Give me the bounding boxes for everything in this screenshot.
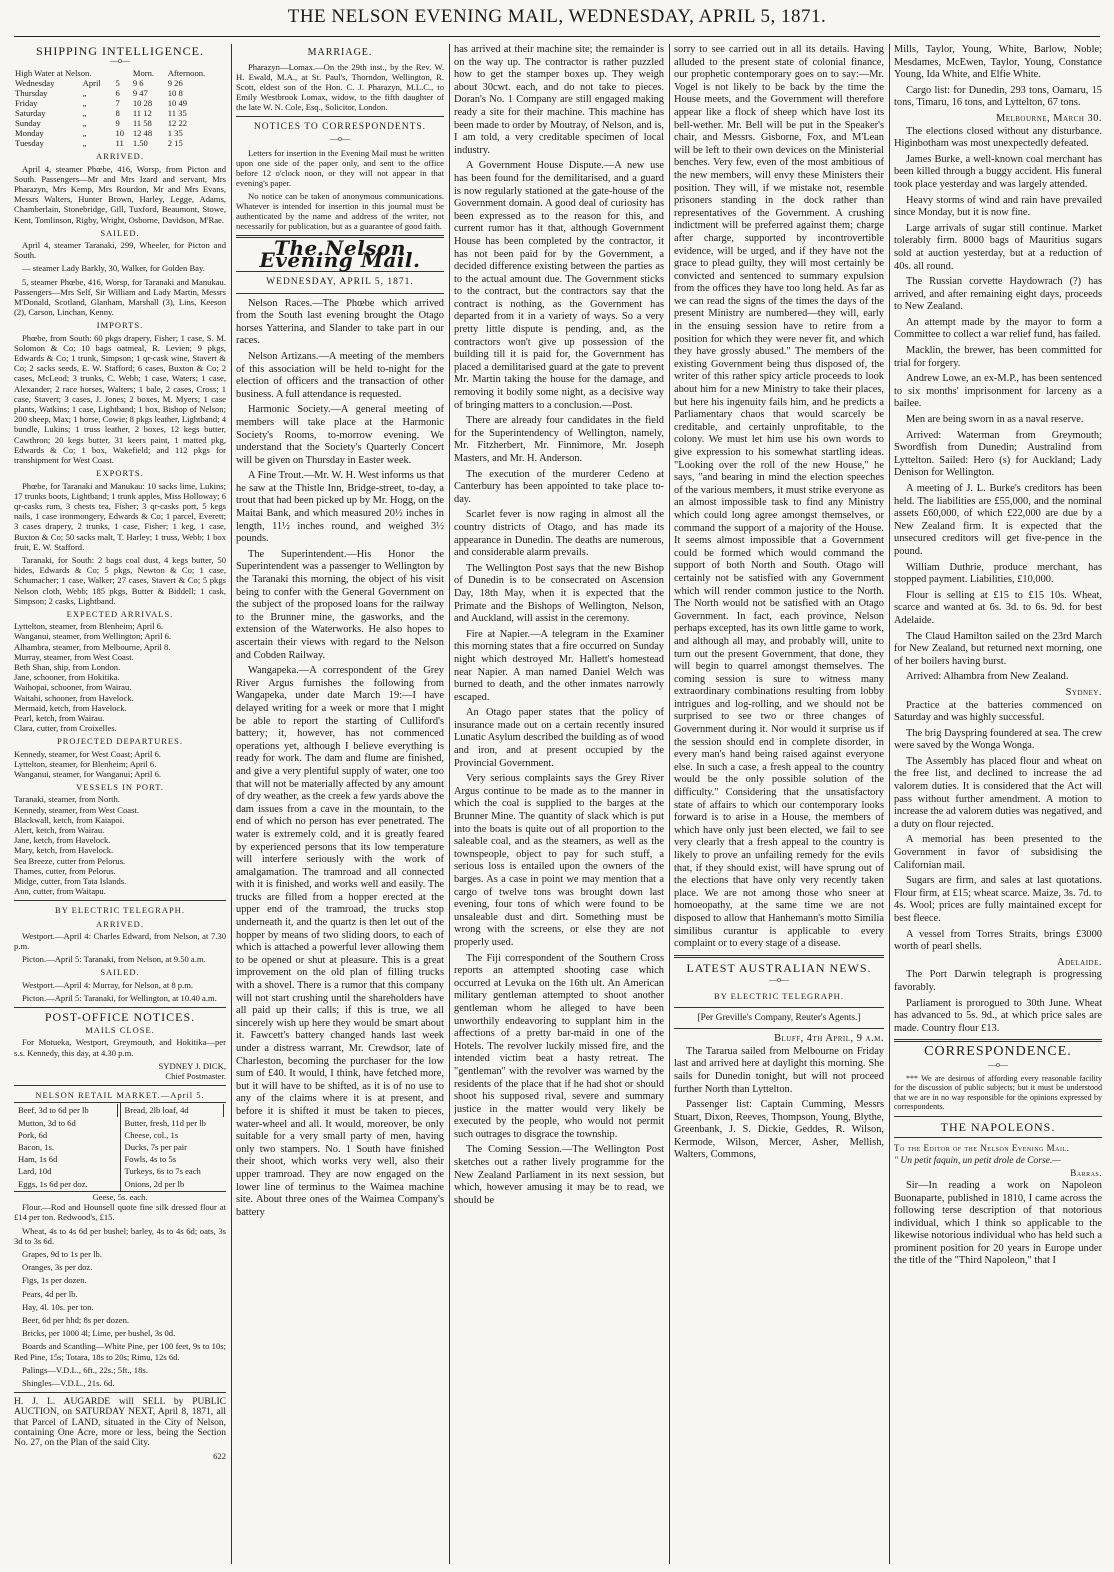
market-line: Grapes, 9d to 1s per lb.	[22, 1248, 102, 1259]
market-heading: NELSON RETAIL MARKET.—April 5.	[35, 1090, 205, 1101]
market-line: Oranges, 3s per doz.	[22, 1262, 93, 1273]
section-rule	[674, 1028, 884, 1029]
market-item: Butter, fresh, 11d per lb	[124, 1117, 206, 1128]
section-rule	[14, 1085, 226, 1086]
market-right	[121, 1103, 227, 1190]
notice-item: No notice can be taken of anonymous communications. Whatever is intended for insertion in this journal must be authenticated by the name and address of the writer, not necessarily for publication, but as a guarantee of good faith.	[236, 190, 444, 231]
article-paragraph: Harmonic Society.—A general meeting of members will take place at the Harmonic Society's Rooms, to-morrow evening. We understand that the Society's Quarterly Concert will be given on Thursday in Easter week.	[236, 404, 444, 466]
market-line: Hay, 4l. 10s. per ton.	[22, 1301, 94, 1312]
expected-item: Lyttelton, steamer, from Blenheim; April 6.	[14, 621, 164, 632]
article-paragraph: Heavy storms of wind and rain have prevailed since Monday, but it is now fine.	[894, 194, 1102, 219]
market-item: Mutton, 3d to 6d	[18, 1117, 76, 1128]
sydney-dateline: Sydney.	[1065, 686, 1102, 698]
market-item: Bread, 2lb loaf, 4d	[123, 1104, 225, 1116]
imports-text: Phœbe, from South: 60 pkgs drapery, Fisher; 1 case, S. M. Solomon & Co; 10 bags oatmeal, R. Levien; 9 pkgs, Edwards & Co; 1 trunk, Simpson; 1 qr-cask wine, Stavert & Co; 2 sacks seeds, E. W. Stafford; 6 cases, Buxton & Co; 2 cases, McLeod; 3 trunks, C. Webb; 1 case, Waters; 1 case, Alexander; 2 race horses, Walters; 1 bale, 2 cases, Cross; 1 case, Stavert; 3 cases, J. Jones; 2 boxes, M. Myers; 1 case plants, Watkins; 1 case, Lightband; 1 box, Bishop of Nelson; 200 sheep, Max; 1 horse, Cowie; 8 pkgs leather, Lightband; 4 bundle, Lukins; 1 truss leather, 2 boxes, 12 kegs butter, Cawthron; 20 kegs butter, 31 keers paint, 1 matted pkg, Edwards & Co; 1 box, Wakefield; and 112 pkgs for transhipment for West Coast.	[14, 332, 226, 466]
tide-month: „	[82, 98, 87, 109]
bluff-dateline: Bluff, 4th April, 9 a.m.	[774, 1033, 884, 1045]
notice-item: Letters for insertion in the Evening Mail must be written upon one side of the paper only, and sent to the office before 12 o'clock noon, or they will not appear in that evening's paper.	[236, 147, 444, 188]
market-geese: Geese, 5s. each.	[92, 1191, 148, 1202]
column-news	[454, 44, 664, 1564]
article-paragraph: has arrived at their machine site; the remainder is on the way up. The contractor is rather puzzled how to get the stamper boxes up. They weigh about 30cwt. each, and do not take to pieces. Doran's No. 1 Company are still engaged making ready a site for their machine. This machine has been made to order by Moutray, of Nelson, and is, I am told, a very creditable specimen of local industry.	[454, 44, 664, 156]
tide-row	[14, 108, 226, 118]
projected-heading: PROJECTED DEPARTURES.	[57, 736, 183, 747]
expected-heading: EXPECTED ARRIVALS.	[66, 608, 174, 619]
port-item: Blackwall, ketch, from Kaiapoi.	[14, 814, 125, 825]
tide-month: „	[82, 108, 87, 119]
market-item: Turkeys, 6s to 7s each	[124, 1166, 201, 1177]
article-paragraph: The Fiji correspondent of the Southern Cross reports an attempted shooting case which occurred at Levuka on the 16th ult. An American military gentleman attempted to shoot another gentleman whom he alleged to have been unworthily endeavoring to supplant him in the affections of a pretty bar-maid in one of the Hotels. The revolver luckily missed fire, and the intended victim beat a hasty retreat. The "gentleman" with the revolver was warned by the residents of the place that if he had shot or should shoot his supposed rival, severe and summary justice in the matter would very likely be executed by the people, who would not permit such outrages to disgrace the township.	[454, 952, 664, 1140]
article-paragraph: The Wellington Post says that the new Bishop of Dunedin is to be consecrated on Ascension Day, 18th May, when it is expected that the Primate and the Bishops of Wellington, Nelson, and Auckland, will assist in the ceremony.	[454, 562, 664, 625]
tide-aft: 10 49	[167, 98, 188, 109]
adelaide-dateline: Adelaide.	[1057, 956, 1102, 968]
port-item: Thames, cutter, from Pelorus.	[14, 865, 116, 876]
marriage-heading: MARRIAGE.	[307, 47, 373, 58]
column-shipping	[14, 44, 226, 1564]
section-rule	[674, 955, 884, 958]
article-paragraph: Arrived: Waterman from Greymouth; Swordfish from Dunedin; Australind from Lyttelton. Sailed: Hero (s) for Auckland; Lady Denison for Wellington.	[894, 429, 1102, 479]
tide-aft: 12 22	[167, 118, 188, 129]
tide-date: 8	[115, 108, 120, 119]
column-editorial	[236, 44, 444, 1564]
section-rule	[236, 293, 444, 294]
masthead-rule	[14, 36, 1100, 37]
sailed-item: — steamer Lady Barkly, 30, Walker, for Golden Bay.	[22, 263, 205, 274]
market-line: Flour.—Rod and Hounsell quote fine silk dressed flour at £14 per ton. Redwood's, £15.	[14, 1202, 226, 1223]
exports-item: Taranaki, for South: 2 bags coal dust, 4 kegs butter, 50 hides, Edwards & Co; 5 pkgs, Newton & Co; 1 case, Schumacher; 1 case, Walker; 27 cases, Stavert & Co; 5 pkgs Nelson cloth, Webb; 185 pkgs, Butter & Biddell; 1 cask, Simpson; 2 casks, Lightband.	[14, 554, 226, 606]
tide-day: Sunday	[15, 118, 41, 129]
section-rule	[14, 900, 226, 901]
expected-item: Jane, schooner, from Hokitika.	[14, 672, 120, 683]
market-item: Ham, 1s 6d	[18, 1154, 58, 1165]
expected-item: Alhambra, steamer, from Melbourne, April 8.	[14, 641, 171, 652]
tide-day: Friday	[15, 98, 38, 109]
article-paragraph: There are already four candidates in the field for the Superintendency of Wellington, namely, Mr. Fitzherbert, Mr. Finnimore, Mr. Joseph Masters, and Mr. H. Anderson.	[454, 415, 664, 464]
expected-item: Waihopai, schooner, from Wairau.	[14, 682, 132, 693]
correspondence-heading: CORRESPONDENCE.	[924, 1044, 1072, 1060]
shipping-heading: SHIPPING INTELLIGENCE.	[36, 44, 204, 58]
tide-aft: 11 35	[167, 108, 187, 119]
exports-heading: EXPORTS.	[96, 468, 144, 479]
tide-header-row	[14, 68, 226, 78]
tide-aft: 2 15	[167, 138, 183, 149]
tide-row	[14, 88, 226, 98]
column-divider	[889, 44, 890, 1564]
article-paragraph: Nelson Races.—The Phœbe which arrived from the South last evening brought the Otago horses Yatterina, and Slander to take part in our races.	[236, 297, 444, 347]
market-line: Palings—V.D.L., 6ft., 22s.; 5ft., 18s.	[22, 1364, 148, 1375]
article-paragraph: An attempt made by the mayor to form a Committee to collect a war relief fund, has failed.	[894, 316, 1102, 341]
tel-sailed-heading: SAILED.	[100, 967, 140, 978]
tide-month: April	[82, 78, 101, 89]
tide-day: Tuesday	[15, 138, 44, 149]
correspondence-note: *** We are desirous of affording every reasonable facility for the discussion of public subjects; but it must be understood that we are in no way responsible for the opinions expressed by correspondents.	[894, 1073, 1102, 1112]
article-paragraph: James Burke, a well-known coal merchant has been killed through a buggy accident. His funeral took place yesterday and was largely attended.	[894, 153, 1102, 190]
section-rule	[674, 1007, 884, 1008]
port-item: Taranaki, steamer, from North.	[14, 794, 120, 805]
market-item: Eggs, 1s 6d per doz.	[18, 1178, 88, 1189]
market-line: Beer, 6d per hhd; 8s per dozen.	[22, 1314, 130, 1325]
tide-month: „	[82, 128, 87, 139]
article-paragraph: Parliament is prorogued to 30th June. Wheat has advanced to 5s. 9d., at which price sales are made. Country flour £13.	[894, 997, 1102, 1034]
tide-morn: 11 58	[132, 118, 152, 129]
marriage-notice: Pharazyn—Lomax.—On the 29th inst., by the Rev. W. H. Ewald, M.A., at St. Paul's, Thorndon, Wellington, R. Scott, eldest son of the Hon. C. J. Pharazyn, M.L.C., to Emily Westbrook Lomax, widow, to the fifth daughter of the late W. N. Cole, Esq., Solicitor, London.	[236, 61, 444, 112]
tel-arrived-item: Westport.—April 4: Charles Edward, from Nelson, at 7.30 p.m.	[14, 930, 226, 952]
expected-item: Beth Shan, ship, from London.	[14, 661, 121, 672]
letter-body: Sir—In reading a work on Napoleon Buonaparte, published in 1810, I came across the following terse description of that notorious individual, which I think so applicable to the likewise notorious individual who has held such a prominent position for 20 years in Europe under the title of the "Third Napoleon," that I	[894, 1179, 1102, 1267]
section-rule	[14, 1007, 226, 1008]
tide-date: 5	[115, 78, 120, 89]
dateline: WEDNESDAY, APRIL 5, 1871.	[266, 276, 414, 287]
tide-month: „	[82, 88, 87, 99]
article-paragraph: The Russian corvette Haydowrach (?) has arrived, and after remaining eight days, proceeds to New Zealand.	[894, 276, 1102, 313]
tide-day: Thursday	[15, 88, 48, 99]
tide-header-place: High Water at Nelson.	[15, 68, 92, 79]
market-line: Bricks, per 1000 4l; Lime, per bushel, 3s 0d.	[22, 1328, 176, 1339]
letter-quote-source: Barras.	[1070, 1168, 1102, 1179]
market-item: Pork, 6d	[18, 1129, 48, 1140]
article-paragraph: The Claud Hamilton sailed on the 23rd March for New Zealand, but returned next morning, one of her boilers having burst.	[894, 630, 1102, 667]
article-paragraph: Large arrivals of sugar still continue. Market tolerably firm. 8000 bags of Mauritius sugars sold at auction yesterday, but at a reduction of 40s. all round.	[894, 222, 1102, 272]
section-rule	[236, 116, 444, 117]
arrived-text: April 4, steamer Phœbe, 416, Worsp, from Picton and South. Passengers—Mr and Mrs Izard and servant, Mrs Pharazyn, Mrs Kemp, Mrs Rourdon, Mr and Mrs Evans, Messrs Walters, Hunter Brown, Harley, Legge, Adams, Chamberlain, Stonebridge, Gill, Tuxford, Beaumont, Stowe, Kent, Tomlinson, Rigby, Wright, Osborne, Davidson, M'Rae.	[14, 163, 226, 225]
article-paragraph: A Fine Trout.—Mr. W. H. West informs us that he saw at the Thistle Inn, Bridge-street, to-day, a trout that had been picked up by Mr. Hogg, on the Maitai Bank, and which measured 20½ inches in length, 11½ inches round, and weighed 3½ pounds.	[236, 470, 444, 545]
tel-arrived-heading: ARRIVED.	[96, 918, 144, 929]
market-item: Onions, 2d per lb	[124, 1178, 185, 1189]
article-paragraph: Passenger list: Captain Cumming, Messrs Stuart, Dixon, Reeves, Thompson, Young, Blythe, Greenbank, J. S. Dickie, Geddes, R. Wilson, Kermode, Wilson, Mercer, Asher, Mellish, Walters, Commons,	[674, 1099, 884, 1161]
article-paragraph: A Government House Dispute.—A new use has been found for the demilitarised, and a guard is now regularly stationed at the gate-house of the Government domain. A good deal of curiosity has been expressed as to the reason for this, and current rumor has it that, although Government House has been completed by the contractor, it has not been paid for by the Government, a decided difference existing between the parties as to the actual amount due. The Government sticks to the contract, but the contractors say that the contract is nothing, as the Government has departed from it in a variety of ways. So a very pretty little dispute is pending, and, as the contractors won't give up possession of the building till it is paid for, the Government has placed a demilitarised guard at the gate to prevent Mr. Martin taking the house for the damage, and removing it bodily some night, as a decisive way of bringing matters to a conclusion.—Post.	[454, 160, 664, 411]
tide-date: 6	[115, 88, 120, 99]
article-paragraph: The Assembly has placed flour and wheat on the free list, and declined to increase the ad valorem duties. It is considered that the Act will pass without further amendment. A motion to increase the ad valorem duties was negatived, and a duty on flour rejected.	[894, 755, 1102, 830]
sailed-item: April 4, steamer Taranaki, 299, Wheeler, for Picton and South.	[14, 240, 226, 261]
article-paragraph: Macklin, the brewer, has been committed for trial for forgery.	[894, 345, 1102, 369]
sailed-item: 5, steamer Phœbe, 416, Worsp, for Taranaki and Manukau. Passengers—Mrs Self, Sir William and Lady Martin, Messrs M'Donald, Scotland, Glanham, Marshall (3), Lins, Keeson (2), Carson, Linchan, Kenny.	[14, 276, 226, 318]
market-item: Cheese, col., 1s	[124, 1129, 179, 1140]
tide-date: 10	[115, 128, 125, 139]
market-line: Pears, 4d per lb.	[22, 1288, 78, 1299]
latest-agents: [Per Greville's Company, Reuter's Agents.]	[697, 1012, 861, 1023]
article-paragraph: sorry to see carried out in all its details. Having alluded to the present state of colonial finance, our prophetic contemporary goes on to say:—Mr. Vogel is not likely to be back by the time the House meets, and the Government will therefore appear like a flock of sheep which have lost its bell-wether. Mr. Bell will be put in the Speaker's chair, and Messrs. Gisborne, Fox, and M'Lean will be left to their own devices on the Ministerial benches. Very few, even of the most ambitious of the new members, will envy these Ministers their position. They will, if we mistake not, resemble prisoners standing in the dock rather than representatives of the Government. A crushing indictment will be preferred against them; charge after charge, supported by incontrovertible evidence, will be urged, and if they have not the grace to plead guilty, they will most certainly be convicted and sentenced to summary expulsion from the offices they have too long held. As far as we can read the signs of the times the days of the present Ministry are numbered—they will, early in the ensuing session have to retire from a position for which they were never fit, and which they have grossly abused." The members of the existing Government being thus disposed of, the writer of this rather spicy article proceeds to look about him for a new Ministry to take their places, but here his ingenuity fails him, and he predicts a Parliamentary chaos that would scarcely be creditable, and certainly unprofitable, to the colony. We must let him use his own words to give expression to his somewhat startling ideas. "Looking over the roll of the new House," he says, "and bearing in mind the election speeches of the various members, it must strike everyone as an almost impossible task to find any Ministry which could long agree amongst themselves, or command the support of a majority of the House. It seems almost impossible that a Government could be formed which would command the support of both North and South. Otago will certainly not be satisfied with any Government which will render common justice to the North. The North would not be satisfied with an Otago Government. In fact, each province, Nelson perhaps excepted, has its own little game to work, and although all may, and probably will, unite to turn out the present Government, that done, they will begin to quarrel amongst themselves. The coming session is sure to witness many extraordinary combinations resulting from lobby intrigues and log-rolling, and we should not be surprised to see two or three changes of Government during it. Nor would it surprise us if the session should end in complete disorder, in every man's hand being raised against everyone else. In such a case, a fresh appeal to the country would be the only possible solution of the difficulty." Considering that the unsatisfactory state of affairs to which our contemporary looks forward is to arise in a House, the members of which have only just been elected, we fail to see very clearly that a fresh appeal to the country is likely to prove an unfailing remedy for the evils that, if they should exist, will have sprung out of the elections that have only very recently taken place. We are not among those who sneer at homoeopathy, at the same time we are not disposed to allow that Hanhemann's motto Similia similibus curantur is applicable to every complaint or to every stage of a disease.	[674, 44, 884, 950]
tide-date: 11	[115, 138, 124, 149]
tide-morn: 11 12	[132, 108, 152, 119]
article-paragraph: Men are being sworn in as a naval reserve.	[906, 414, 1084, 426]
tide-day: Monday	[15, 128, 44, 139]
market-line: Boards and Scantling—White Pine, per 100 feet, 9s to 10s; Red Pine, 15s; Totara, 18s to 20s; Rimu, 12s 6d.	[14, 1341, 226, 1362]
article-paragraph: The Tararua sailed from Melbourne on Friday last and arrived here at daylight this morning. She sails for Dunedin tonight, but will not proceed further North than Lyttelton.	[674, 1045, 884, 1095]
projected-item: Kennedy, steamer, for West Coast; April 6.	[14, 748, 161, 759]
tide-aft: 1 35	[167, 128, 183, 139]
article-paragraph: The Port Darwin telegraph is progressing favorably.	[894, 969, 1102, 993]
market-item: Bacon, 1s.	[18, 1142, 55, 1153]
market-line: Figs, 1s per dozen.	[22, 1275, 87, 1286]
article-paragraph: Practice at the batteries commenced on Saturday and was highly successful.	[894, 699, 1102, 724]
port-item: Sea Breeze, cutter from Pelorus.	[14, 855, 126, 866]
napoleons-heading: THE NAPOLEONS.	[940, 1119, 1056, 1134]
tide-header-morn: Morn.	[132, 68, 155, 79]
tide-row	[14, 118, 226, 128]
article-paragraph: Scarlet fever is now raging in almost all the country districts of Otago, and has made its appearance in Dunedin. The deaths are numerous, and considerable alarm prevails.	[454, 509, 664, 559]
latest-news-heading: LATEST AUSTRALIAN NEWS.	[686, 960, 872, 975]
letter-address: To the Editor of the Nelson Evening Mail.	[894, 1143, 1070, 1154]
tide-row	[14, 98, 226, 108]
article-paragraph: Wangapeka.—A correspondent of the Grey River Argus furnishes the following from Wangapeka, under date March 19:—I have delayed writing for a week or more that I might be able to report the starting of Culliford's battery; it, however, has not commenced operations yet, although I believe everything is ready for work. The dam and flume are finished, and give a very plentiful supply of water, one too that will not be materially affected by any amount of dry weather, as the creek a few yards above the dam issues from a cave in the mountain, to the end of which no person has ever penetrated. The water is extremely cold, and it is greatly feared by experienced persons that its low temperature will interfere seriously with the work of amalgamation. The tramroad and all connected with it is finished, and works well and easily. The trucks are filled from a hopper erected at the upper end of the tramroad, the trucks stop underneath it, and the quartz is then let out of the hopper by means of two sliding doors, to each of which is attached a powerful lever allowing them to be opened or shut at pleasure. This is a great improvement on the old plan of filling trucks with a shovel. There is a rumor that this company will not start crushing until the shareholders have all paid up their calls; if this is true, we all sincerely wish up here they would be smart about it. Fawcett's battery changed hands last week under a distress warrant, Mr. Crewdsor, late of Charleston, becoming the purchaser for the low sum of £40. It would, I think, have fetched more, but it will have to be shifted, as it is of no use to any of the claims where it is at present, and before it is shifted it must be taken to pieces, water-wheel and all. It would, moreover, be only suitable for a very small party of men, having only two stampers. No. 1 South have finished their shoot, which works very well, also their upper tramroad. They are now engaged on the lower line of terminus to the Waimea machine site. About three ones of the Waimea Company's battery	[236, 665, 444, 1218]
article-paragraph: Sugars are firm, and sales at last quotations. Flour firm, at £15; wheat scarce. Maize, 3s. 7d. to 4s. Wool; prices are fully maintained except for best fleece.	[894, 875, 1102, 924]
port-item: Midge, cutter, from Tata Islands.	[14, 876, 127, 887]
port-item: Kennedy, steamer, from West Coast.	[14, 804, 139, 815]
article-paragraph: The execution of the murderer Cedeno at Canterbury has been appointed to take place to-day.	[454, 468, 664, 505]
expected-item: Waitahi, schooner, from Havelock.	[14, 692, 134, 703]
article-paragraph: The brig Dayspring foundered at sea. The crew were saved by the Wonga Wonga.	[894, 727, 1102, 752]
paper-title: The Nelson Evening Mail.	[259, 235, 421, 273]
expected-item: Mermaid, ketch, from Havelock.	[14, 702, 127, 713]
tide-morn: 9 47	[132, 88, 148, 99]
exports-item: Phœbe, for Taranaki and Manukau: 10 sacks lime, Lukins; 17 trunks boots, Lightband; 1 trunk apples, Miss Holloway; 6 qr-casks rum, 3 chests tea, Fisher; 3 qr-casks port, 5 kegs nails, 1 case ironmongery, Edwards & Co; 1 parcel, Everett; 3 cases drapery, 2 trunks, 1 case, Fisher; 1 keg, 1 case, Buxton & Co; 50 sacks malt, T. Harley; 1 truss, Webb; 1 box fruit, E. W. Stafford.	[14, 480, 226, 552]
market-line: Shingles—V.D.L., 21s. 6d.	[22, 1377, 115, 1388]
market-item: Beef, 3d to 6d per lb	[16, 1104, 118, 1116]
notices-heading: NOTICES TO CORRESPONDENTS.	[253, 121, 427, 132]
tide-month: „	[82, 138, 87, 149]
article-paragraph: A vessel from Torres Straits, brings £3000 worth of pearl shells.	[894, 928, 1102, 953]
column-divider	[669, 44, 670, 1564]
port-item: Alert, ketch, from Wairau.	[14, 825, 105, 835]
market-table	[14, 1102, 226, 1191]
expected-item: Wanganui, steamer, from Wellington; April 6.	[14, 631, 172, 642]
article-paragraph: Nelson Artizans.—A meeting of the members of this association will be held to-night for the election of officers and the transaction of other business. A full attendance is requested.	[236, 350, 444, 400]
mails-text: For Motueka, Westport, Greymouth, and Hokitika—per s.s. Kennedy, this day, at 4.30 p.m.	[14, 1037, 226, 1058]
sailed-heading: SAILED.	[100, 227, 140, 238]
section-rule	[894, 1116, 1102, 1117]
postmaster-name: SYDNEY J. DICK,	[158, 1060, 226, 1071]
tide-table	[14, 68, 226, 148]
ornament: —o—	[330, 134, 350, 144]
article-paragraph: The Coming Session.—The Wellington Post sketches out a rather lively programme for the New Zealand Parliament in its next session, but which, however amusing it may be to read, we should be	[454, 1144, 664, 1206]
column-australian	[894, 44, 1102, 1564]
melbourne-dateline: Melbourne, March 30.	[995, 112, 1102, 124]
article-paragraph: Andrew Lowe, an ex-M.P., has been sentenced to six months' imprisonment for larceny as a bailee.	[894, 373, 1102, 410]
mails-heading: MAILS CLOSE.	[85, 1025, 155, 1036]
expected-item: Clara, cutter, from Croixelles.	[14, 723, 117, 734]
tel-arrived-item: Picton.—April 5: Taranaki, from Nelson, at 9.50 a.m.	[22, 954, 206, 965]
tide-header-aft: Afternoon.	[167, 68, 206, 79]
tide-row	[14, 78, 226, 88]
tide-morn: 9 6	[132, 78, 144, 89]
tide-day: Wednesday	[15, 78, 55, 89]
article-paragraph: Very serious complaints says the Grey River Argus continue to be made as to the manner in which the coal is supplied to the barges at the Brunner Mine. The quantity of slack which is put into the boats is quite out of all proportion to the saleable coal, and as the steamers, as well as the townspeople, object to pay for such stuff, a serious loss is entailed upon the owners of the barges. As a case in point we may mention that a cargo of twelve tons was brought down last evening, four tons of which were found to be unsaleable dust and dirt. Something must be wrong with the screens, or else they are not properly used.	[454, 773, 664, 948]
article-paragraph: Cargo list: for Dunedin, 293 tons, Oamaru, 15 tons, Timaru, 16 tons, and Lyttelton, 67 tons.	[894, 84, 1102, 109]
tide-morn: 1.50	[132, 138, 148, 149]
post-heading: POST-OFFICE NOTICES.	[44, 1010, 196, 1025]
auction-ref: 622	[213, 1451, 226, 1462]
projected-item: Lyttelton, steamer, for Blenheim; April 6.	[14, 758, 157, 769]
tide-date: 7	[115, 98, 120, 109]
tide-month: „	[82, 118, 87, 129]
section-rule	[14, 1392, 226, 1393]
latest-news-sub: BY ELECTRIC TELEGRAPH.	[714, 990, 844, 1001]
auction-notice: H. J. L. AUGARDE will SELL by PUBLIC AUCTION, on SATURDAY NEXT, April 8, 1871, all that Parcel of LAND, situated in the City of Nelson, containing One Acre, more or less, being the Section No. 27, on the Plan of the said City.	[14, 1397, 226, 1448]
market-item: Lard, 10d	[18, 1166, 52, 1177]
tel-sailed-item: Westport.—April 4: Murray, for Nelson, at 8 p.m.	[22, 979, 194, 990]
section-rule	[894, 1039, 1102, 1042]
projected-item: Wanganui, steamer, for Wanganui; April 6.	[14, 768, 162, 779]
tide-aft: 10 8	[167, 88, 183, 99]
letter-quote: " Un petit faquin, un petit drole de Corse.—	[894, 1155, 1061, 1166]
masthead: THE NELSON EVENING MAIL, WEDNESDAY, APRIL 5, 1871.	[287, 6, 827, 27]
market-item: Fowls, 4s to 5s	[124, 1154, 177, 1165]
article-paragraph: Mills, Taylor, Young, White, Barlow, Noble; Mesdames, McEwen, Taylor, Young, Constance Young, Ida White, and Elfie White.	[894, 44, 1102, 81]
tel-sailed-item: Picton.—April 5: Taranaki, for Wellington, at 10.40 a.m.	[22, 992, 217, 1003]
tide-row	[14, 128, 226, 138]
article-paragraph: Fire at Napier.—A telegram in the Examiner this morning states that a fire occurred on Sunday night which destroyed Mr. Hallett's homestead near Napier. A man named Daniel Welch was burned to death, and the other inmates narrowly escaped.	[454, 628, 664, 703]
tide-day: Saturday	[15, 108, 46, 119]
market-left	[14, 1103, 121, 1190]
ornament: —o—	[110, 56, 130, 66]
article-paragraph: The elections closed without any disturbance. Higinbotham was most unexpectedly defeated.	[894, 125, 1102, 150]
tide-morn: 12 48	[132, 128, 153, 139]
column-session	[674, 44, 884, 1564]
ornament: —o—	[988, 1059, 1008, 1069]
market-item: Ducks, 7s per pair	[124, 1142, 188, 1153]
section-rule	[894, 1137, 1102, 1138]
article-paragraph: Arrived: Alhambra from New Zealand.	[906, 671, 1069, 683]
arrived-heading: ARRIVED.	[96, 151, 144, 162]
port-item: Mary, ketch, from Havelock.	[14, 845, 114, 856]
imports-heading: IMPORTS.	[96, 320, 144, 331]
tide-date: 9	[115, 118, 120, 129]
postmaster-title: Chief Postmaster.	[165, 1071, 226, 1082]
article-paragraph: The Superintendent.—His Honor the Superintendent was a passenger to Wellington by the Taranaki this morning, the object of his visit being to confer with the General Government on the subject of the proposed loans for the railway to the Brunner mine, the gasworks, and the extension of the Waterworks. He also hopes to ascertain their views with regard to the Nelson and Cobden Railway.	[236, 548, 444, 661]
article-paragraph: William Duthrie, produce merchant, has stopped payment. Liabilities, £10,000.	[894, 561, 1102, 586]
expected-item: Murray, steamer, from West Coast.	[14, 651, 134, 662]
port-item: Jane, ketch, from Havelock.	[14, 835, 111, 846]
tide-row	[14, 138, 226, 148]
column-divider	[449, 44, 450, 1564]
port-heading: VESSELS IN PORT.	[76, 782, 164, 793]
article-paragraph: Flour is selling at £15 to £15 10s. Wheat, scarce and wanted at 6s. 3d. to 6s. 9d. for best Adelaide.	[894, 589, 1102, 626]
expected-item: Pearl, ketch, from Wairau.	[14, 712, 105, 723]
port-item: Ann, cutter, from Waitapu.	[14, 886, 106, 897]
article-paragraph: A meeting of J. L. Burke's creditors has been held. The liabilities are £55,000, and the nominal assets £60,000, of which £22,000 are due by a New Zealand firm. It is expected that the unsecured creditors will get five-pence in the pound.	[894, 483, 1102, 557]
telegraph-heading: BY ELECTRIC TELEGRAPH.	[55, 905, 185, 916]
article-paragraph: A memorial has been presented to the Government in favor of subsidising the Californian mail.	[894, 834, 1102, 871]
tide-aft: 9 26	[167, 78, 183, 89]
article-paragraph: An Otago paper states that the policy of insurance made out on a certain recently insured Lunatic Asylum described the building as of wood and iron, and at present occupied by the Provincial Government.	[454, 707, 664, 769]
market-line: Wheat, 4s to 4s 6d per bushel; barley, 4s to 4s 6d; oats, 3s 3d to 3s 6d.	[14, 1225, 226, 1246]
tide-morn: 10 28	[132, 98, 153, 109]
column-divider	[231, 44, 232, 1564]
ornament: —o—	[769, 975, 789, 985]
